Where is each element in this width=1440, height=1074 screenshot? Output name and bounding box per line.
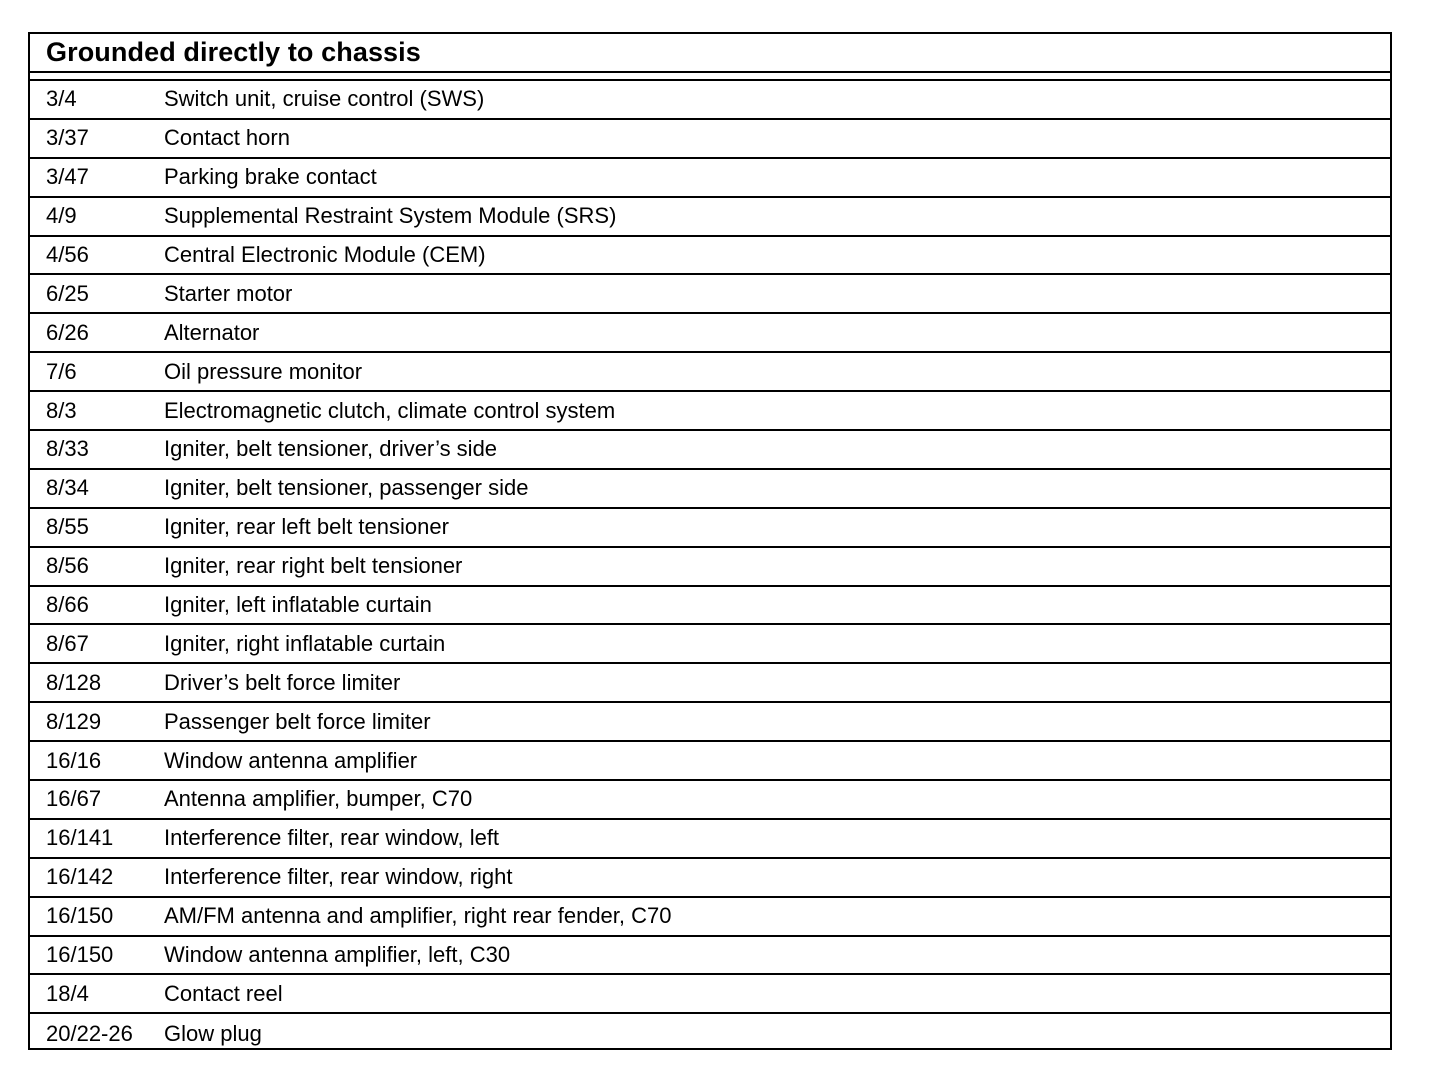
- table-row: [30, 587, 1390, 626]
- component-description: Alternator: [164, 319, 260, 345]
- component-description: Oil pressure monitor: [164, 358, 363, 384]
- component-code: 18/4: [46, 980, 89, 1006]
- component-description: Glow plug: [164, 1020, 262, 1046]
- component-description: Igniter, right inflatable curtain: [164, 630, 446, 656]
- component-description: Igniter, belt tensioner, driver’s side: [164, 436, 498, 462]
- table-row: [30, 275, 1390, 314]
- table-row: [30, 937, 1390, 976]
- component-description: Passenger belt force limiter: [164, 708, 431, 734]
- component-code: 16/141: [46, 825, 114, 851]
- component-code: 8/34: [46, 475, 89, 501]
- table-header: [30, 34, 1390, 73]
- component-description: Igniter, rear left belt tensioner: [164, 514, 449, 540]
- table-row: [30, 703, 1390, 742]
- component-code: 6/25: [46, 280, 89, 306]
- component-description: Contact reel: [164, 980, 283, 1006]
- table-title: Grounded directly to chassis: [46, 37, 421, 67]
- component-code: 20/22-26: [46, 1020, 133, 1046]
- table-row: [30, 898, 1390, 937]
- component-description: Interference filter, rear window, left: [164, 825, 500, 851]
- component-description: Window antenna amplifier: [164, 747, 418, 773]
- component-code: 3/4: [46, 86, 77, 112]
- component-code: 8/128: [46, 669, 102, 695]
- component-description: Electromagnetic clutch, climate control system: [164, 397, 616, 423]
- ground-points-table: [28, 32, 1392, 1050]
- table-row: [30, 548, 1390, 587]
- component-code: 3/47: [46, 164, 89, 190]
- table-row: [30, 237, 1390, 276]
- table-row: [30, 781, 1390, 820]
- table-row: [30, 159, 1390, 198]
- component-code: 8/66: [46, 592, 89, 618]
- component-code: 4/9: [46, 203, 77, 229]
- component-code: 8/67: [46, 630, 89, 656]
- component-description: Interference filter, rear window, right: [164, 864, 513, 890]
- component-code: 8/33: [46, 436, 89, 462]
- table-row: [30, 509, 1390, 548]
- component-code: 8/129: [46, 708, 102, 734]
- table-row: [30, 625, 1390, 664]
- table-row: [30, 1014, 1390, 1053]
- table-row: [30, 314, 1390, 353]
- component-code: 3/37: [46, 125, 89, 151]
- table-row: [30, 975, 1390, 1014]
- component-code: 16/142: [46, 864, 114, 890]
- component-code: 6/26: [46, 319, 89, 345]
- component-code: 8/55: [46, 514, 89, 540]
- component-description: Starter motor: [164, 280, 293, 306]
- component-code: 16/67: [46, 786, 102, 812]
- table-row: [30, 470, 1390, 509]
- component-description: Driver’s belt force limiter: [164, 669, 401, 695]
- component-code: 7/6: [46, 358, 77, 384]
- table-row: [30, 742, 1390, 781]
- header-divider: [30, 73, 1390, 81]
- component-code: 16/16: [46, 747, 102, 773]
- component-description: Supplemental Restraint System Module (SRS): [164, 203, 617, 229]
- component-description: Contact horn: [164, 125, 290, 151]
- table-row: [30, 353, 1390, 392]
- component-code: 8/3: [46, 397, 77, 423]
- component-description: Window antenna amplifier, left, C30: [164, 942, 511, 968]
- component-code: 4/56: [46, 242, 89, 267]
- table-row: [30, 664, 1390, 703]
- table-row: [30, 198, 1390, 237]
- component-code: 16/150: [46, 942, 114, 968]
- table-row: [30, 431, 1390, 470]
- component-description: Igniter, left inflatable curtain: [164, 592, 432, 618]
- component-description: Central Electronic Module (CEM): [164, 242, 486, 267]
- component-description: AM/FM antenna and amplifier, right rear fender, C70: [164, 903, 672, 929]
- component-description: Igniter, belt tensioner, passenger side: [164, 475, 529, 501]
- table-body: [30, 81, 1390, 1053]
- table-row: [30, 820, 1390, 859]
- component-description: Parking brake contact: [164, 164, 377, 190]
- component-description: Antenna amplifier, bumper, C70: [164, 786, 473, 812]
- component-description: Switch unit, cruise control (SWS): [164, 86, 485, 112]
- component-code: 8/56: [46, 553, 89, 579]
- table-row: [30, 392, 1390, 431]
- component-description: Igniter, rear right belt tensioner: [164, 553, 463, 579]
- table-row: [30, 859, 1390, 898]
- table-row: [30, 120, 1390, 159]
- component-code: 16/150: [46, 903, 114, 929]
- table-row: [30, 81, 1390, 120]
